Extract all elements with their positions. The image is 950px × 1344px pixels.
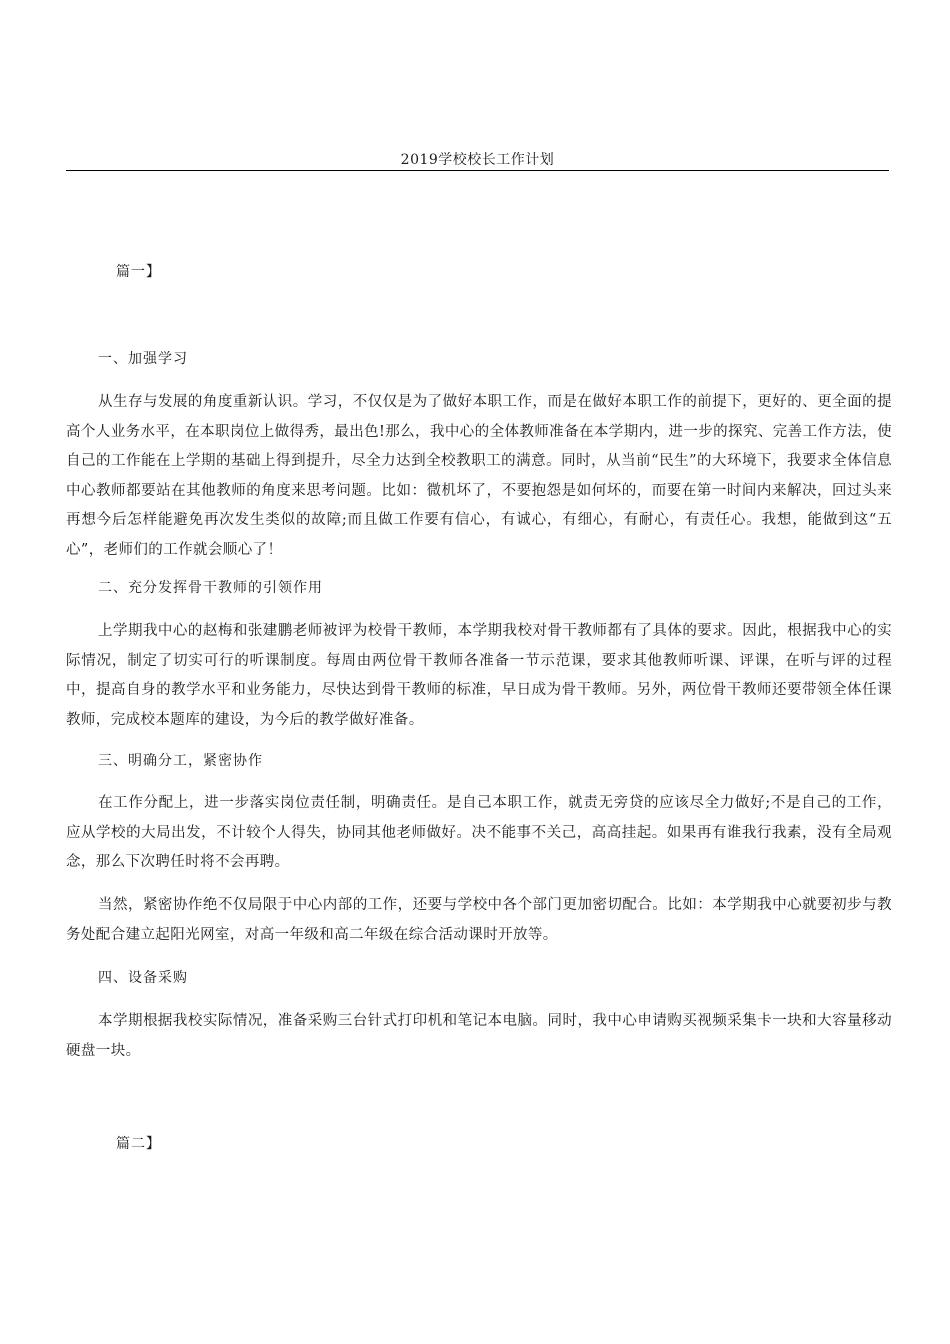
section-2-paragraph-1: 上学期我中心的赵梅和张建鹏老师被评为校骨干教师，本学期我校对骨干教师都有了具体的要求。因此，根据我中心的实际情况，制定了切实可行的听课制度。每周由两位骨干教师各准备一节示范课，要求其他教师听课、评课，在听与评的过程中，提高自身的教学水平和业务能力，尽快达到骨干教师的标准，早日成为骨干教师。另外，两位骨干教师还要带领全体任课教师，完成校本题库的建设，为今后的教学做好准备。 [66,623,892,728]
section-3-paragraph-2: 当然，紧密协作绝不仅局限于中心内部的工作，还要与学校中各个部门更加密切配合。比如：本学期我中心就要初步与教务处配合建立起阳光网室，对高一年级和高二年级在综合活动课时开放等。 [66,897,892,943]
section-3-paragraph-1: 在工作分配上，进一步落实岗位责任制，明确责任。是自己本职工作，就责无旁贷的应该尽全力做好;不是自己的工作，应从学校的大局出发，不计较个人得失，协同其他老师做好。决不能事不关己，高高挂起。如果再有谁我行我素，没有全局观念，那么下次聘任时将不会再聘。 [66,795,892,870]
section-heading-2: 二、充分发挥骨干教师的引领作用 [98,580,323,596]
section-1-paragraph-1: 从生存与发展的角度重新认识。学习，不仅仅是为了做好本职工作，而是在做好本职工作的前提下，更好的、更全面的提高个人业务水平，在本职岗位上做得秀，最出色!那么，我中心的全体教师准备在本学期内，进一步的探究、完善工作方法，使自己的工作能在上学期的基础上得到提升，尽全力达到全校教职工的满意。同时，从当前“民生”的大环境下，我要求全体信息中心教师都要站在其他教师的角度来思考问题。比如：微机坏了，不要抱怨是如何坏的，而要在第一时间内来解决，回过头来再想今后怎样能避免再次发生类似的故障;而且做工作要有信心，有诚心，有细心，有耐心，有责任心。我想，能做到这“五心”，老师们的工作就会顺心了！ [66,394,892,558]
header-divider [66,170,889,171]
page-title: 2019学校校长工作计划 [400,152,555,168]
part-label-1: 篇一】 [116,264,161,280]
part-label-2: 篇二】 [116,1136,161,1152]
section-heading-1: 一、加强学习 [98,351,188,367]
section-4-paragraph-1: 本学期根据我校实际情况，准备采购三台针式打印机和笔记本电脑。同时，我中心申请购买视频采集卡一块和大容量移动硬盘一块。 [66,1013,892,1059]
section-heading-4: 四、设备采购 [98,970,188,986]
section-heading-3: 三、明确分工，紧密协作 [98,753,263,769]
